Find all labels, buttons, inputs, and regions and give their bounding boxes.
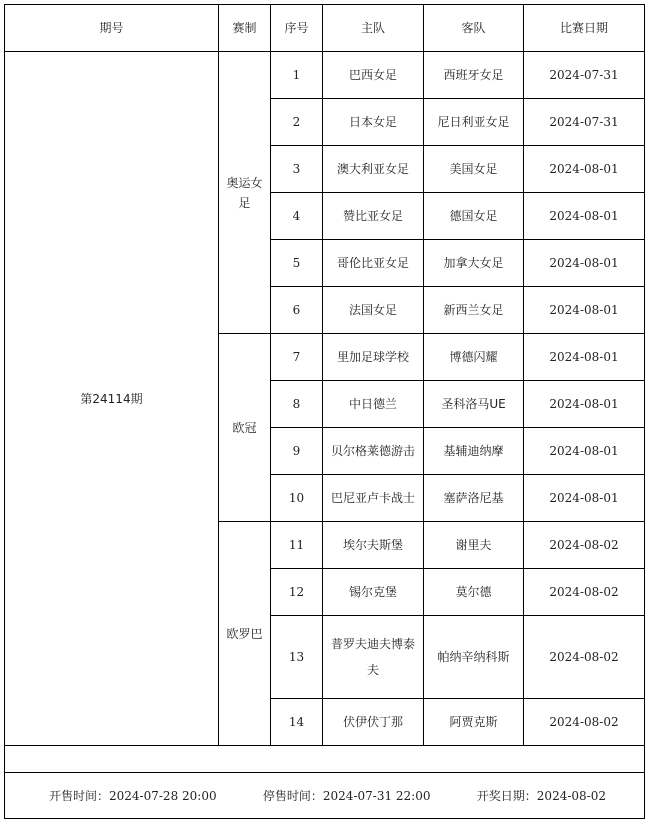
away-team-cell: 博德闪耀 [424,334,524,381]
sale-open-time [49,786,217,806]
table-row [5,52,645,99]
home-team-cell: 巴尼亚卢卡战士 [323,475,424,522]
seq-cell: 7 [271,334,323,381]
away-team-cell: 阿贾克斯 [424,699,524,746]
match-date-cell: 2024-08-02 [524,569,645,616]
home-team-cell: 贝尔格莱德游击 [323,428,424,475]
seq-cell: 6 [271,287,323,334]
away-team-cell: 美国女足 [424,146,524,193]
away-team-cell: 帕纳辛纳科斯 [424,616,524,699]
header-row [5,5,645,52]
sale-close-time [263,786,431,806]
seq-cell: 13 [271,616,323,699]
header-period: 期号 [5,5,219,52]
away-team-cell: 加拿大女足 [424,240,524,287]
home-team-cell: 埃尔夫斯堡 [323,522,424,569]
seq-cell: 3 [271,146,323,193]
seq-cell: 10 [271,475,323,522]
away-team-cell: 尼日利亚女足 [424,99,524,146]
seq-cell: 1 [271,52,323,99]
header-competition: 赛制 [219,5,271,52]
match-date-cell: 2024-08-01 [524,193,645,240]
seq-cell: 5 [271,240,323,287]
match-date-cell: 2024-08-02 [524,699,645,746]
match-date-cell: 2024-08-01 [524,146,645,193]
home-team-cell: 法国女足 [323,287,424,334]
blank-cell [5,746,645,773]
header-away: 客队 [424,5,524,52]
draw-value: 2024-08-02 [536,788,606,803]
blank-row [5,746,645,773]
seq-cell: 12 [271,569,323,616]
sale-close-label: 停售时间： [262,788,323,803]
match-date-cell: 2024-08-01 [524,240,645,287]
seq-cell: 2 [271,99,323,146]
match-date-cell: 2024-08-01 [524,428,645,475]
home-team-cell: 普罗夫迪夫博泰夫 [323,616,424,699]
header-date: 比赛日期 [524,5,645,52]
away-team-cell: 圣科洛马UE [424,381,524,428]
match-date-cell: 2024-08-01 [524,334,645,381]
draw-label: 开奖日期： [476,788,537,803]
home-team-cell: 澳大利亚女足 [323,146,424,193]
competition-cell-olympic-women: 奥运女足 [219,52,271,334]
match-date-cell: 2024-08-01 [524,287,645,334]
sale-close-value: 2024-07-31 22:00 [322,788,431,803]
match-date-cell: 2024-07-31 [524,52,645,99]
away-team-cell: 莫尔德 [424,569,524,616]
period-cell: 第24114期 [5,52,219,746]
match-schedule-sheet [4,4,644,822]
match-date-cell: 2024-08-01 [524,475,645,522]
away-team-cell: 谢里夫 [424,522,524,569]
home-team-cell: 锡尔克堡 [323,569,424,616]
match-date-cell: 2024-08-02 [524,522,645,569]
seq-cell: 8 [271,381,323,428]
footer-row [5,773,645,819]
seq-cell: 4 [271,193,323,240]
seq-cell: 9 [271,428,323,475]
home-team-cell: 伏伊伏丁那 [323,699,424,746]
away-team-cell: 新西兰女足 [424,287,524,334]
home-team-cell: 巴西女足 [323,52,424,99]
away-team-cell: 西班牙女足 [424,52,524,99]
match-schedule-table [4,4,645,819]
seq-cell: 14 [271,699,323,746]
header-seq: 序号 [271,5,323,52]
home-team-cell: 日本女足 [323,99,424,146]
competition-cell-champions-league: 欧冠 [219,334,271,522]
match-date-cell: 2024-08-02 [524,616,645,699]
match-date-cell: 2024-08-01 [524,381,645,428]
home-team-cell: 里加足球学校 [323,334,424,381]
competition-cell-europa-league: 欧罗巴 [219,522,271,746]
home-team-cell: 赞比亚女足 [323,193,424,240]
home-team-cell: 哥伦比亚女足 [323,240,424,287]
away-team-cell: 德国女足 [424,193,524,240]
home-team-cell: 中日德兰 [323,381,424,428]
away-team-cell: 基辅迪纳摩 [424,428,524,475]
footer-line [5,786,644,806]
footer-cell [5,773,645,819]
seq-cell: 11 [271,522,323,569]
match-date-cell: 2024-07-31 [524,99,645,146]
sale-open-value: 2024-07-28 20:00 [109,788,217,803]
draw-date [477,786,606,806]
away-team-cell: 塞萨洛尼基 [424,475,524,522]
header-home: 主队 [323,5,424,52]
sale-open-label: 开售时间： [49,788,110,803]
